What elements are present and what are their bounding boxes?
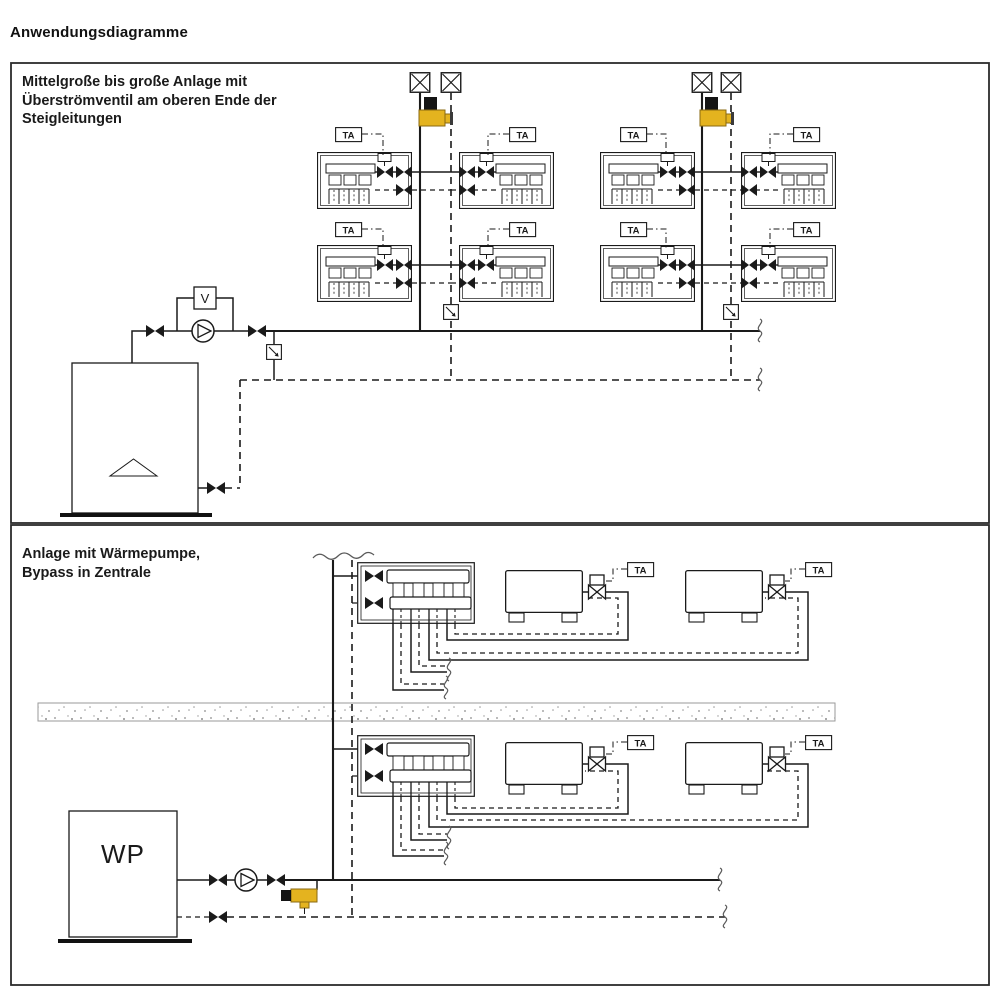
ta-thermostat-label (806, 736, 832, 750)
balancing-valve-riser1 (444, 305, 459, 320)
pump-icon (235, 869, 257, 891)
shutoff-valve-icon (146, 325, 164, 337)
apartment-radiator-unit (601, 153, 695, 209)
pipe-break (444, 676, 447, 699)
apartment-radiator-unit (601, 246, 695, 302)
apartment-radiator-unit (459, 153, 553, 209)
shutoff-valve-icon (207, 482, 225, 494)
apartment-radiator-unit (318, 153, 412, 209)
riser-top-break (313, 553, 374, 560)
boiler (72, 363, 198, 513)
air-vent-icon (692, 73, 712, 93)
ta-thermostat-label (621, 128, 647, 142)
valve-actuator (770, 747, 784, 757)
ta-thermostat-label (794, 223, 820, 237)
shutoff-valve-icon (209, 911, 227, 923)
ta-thermostat-label (621, 223, 647, 237)
heat-pump-base (58, 939, 192, 943)
gauge-label: V (200, 291, 210, 306)
overflow-valve-cap (281, 890, 291, 901)
balancing-valve-riser2 (724, 305, 739, 320)
apartment-radiator-unit (459, 246, 553, 302)
diagram2-title-line2: Bypass in Zentrale (22, 564, 151, 581)
thermostatic-valve-icon (769, 757, 786, 771)
diagram1-title-line1: Mittelgroße bis große Anlage mit (22, 74, 248, 90)
shutoff-valve-icon (267, 874, 285, 886)
page-title: Anwendungsdiagramme (10, 24, 188, 41)
thermostatic-valve-icon (589, 757, 606, 771)
ta-thermostat-label (806, 563, 832, 577)
panel-radiator (506, 571, 583, 622)
valve-actuator (590, 575, 604, 585)
ta-connectors (362, 134, 793, 248)
pipe-break (444, 842, 447, 865)
ta-thermostat-label (628, 563, 654, 577)
boiler-base (60, 513, 212, 517)
lower-floor (333, 736, 832, 865)
thermostatic-valve-icon (589, 585, 606, 599)
apartment-radiator-unit (741, 246, 835, 302)
ta-thermostat-label (336, 223, 362, 237)
valve-actuator (770, 575, 784, 585)
panel-radiator (686, 571, 763, 622)
pump-icon (192, 320, 214, 342)
circuit-return (419, 797, 447, 834)
air-vent-icon (721, 73, 741, 93)
heating-manifold (358, 736, 475, 797)
air-vent-icon (441, 73, 461, 93)
overflow-valve-outlet (300, 902, 309, 908)
overflow-valve-bypass (281, 880, 317, 917)
heat-pump (69, 811, 177, 937)
diagram2-title-line1: Anlage mit Wärmepumpe, (22, 546, 201, 562)
diagram1-title-line3: Steigleitungen (22, 111, 122, 127)
diagram1-title-line2: Überströmventil am oberen Ende der (22, 92, 277, 109)
valve-actuator (590, 747, 604, 757)
upper-floor (333, 563, 832, 699)
heat-pump-label: WP (101, 839, 145, 869)
panel-radiator (686, 743, 763, 794)
floor-slab (38, 703, 835, 721)
diagram1-medium-large-system (11, 63, 989, 523)
thermostatic-valve-icon (769, 585, 786, 599)
overflow-valve-riser1 (419, 97, 453, 126)
schematic-canvas: TA V WP (0, 0, 1000, 1000)
ta-thermostat-label (510, 128, 536, 142)
circuit-return (401, 797, 444, 850)
check-valve-icon (267, 345, 282, 360)
supply-main-break (718, 868, 721, 891)
heating-manifold (358, 563, 475, 624)
return-main-break (758, 368, 761, 391)
shutoff-valve-icon (248, 325, 266, 337)
apartment-radiator-unit (318, 246, 412, 302)
diagram2-heat-pump-system (11, 525, 989, 985)
ta-thermostat-label (628, 736, 654, 750)
boiler-group (60, 287, 281, 517)
ta-thermostat-label (336, 128, 362, 142)
ta-thermostat-label (794, 128, 820, 142)
boiler-supply-pipe (132, 331, 146, 363)
apartment-radiator-unit (741, 153, 835, 209)
return-main-break (723, 905, 726, 928)
supply-main-break (758, 319, 761, 342)
overflow-valve-body (291, 889, 317, 902)
ta-thermostat-label (510, 223, 536, 237)
shutoff-valve-icon (209, 874, 227, 886)
panel-radiator (506, 743, 583, 794)
overflow-valve-riser2 (700, 97, 734, 126)
air-vent-icon (410, 73, 430, 93)
